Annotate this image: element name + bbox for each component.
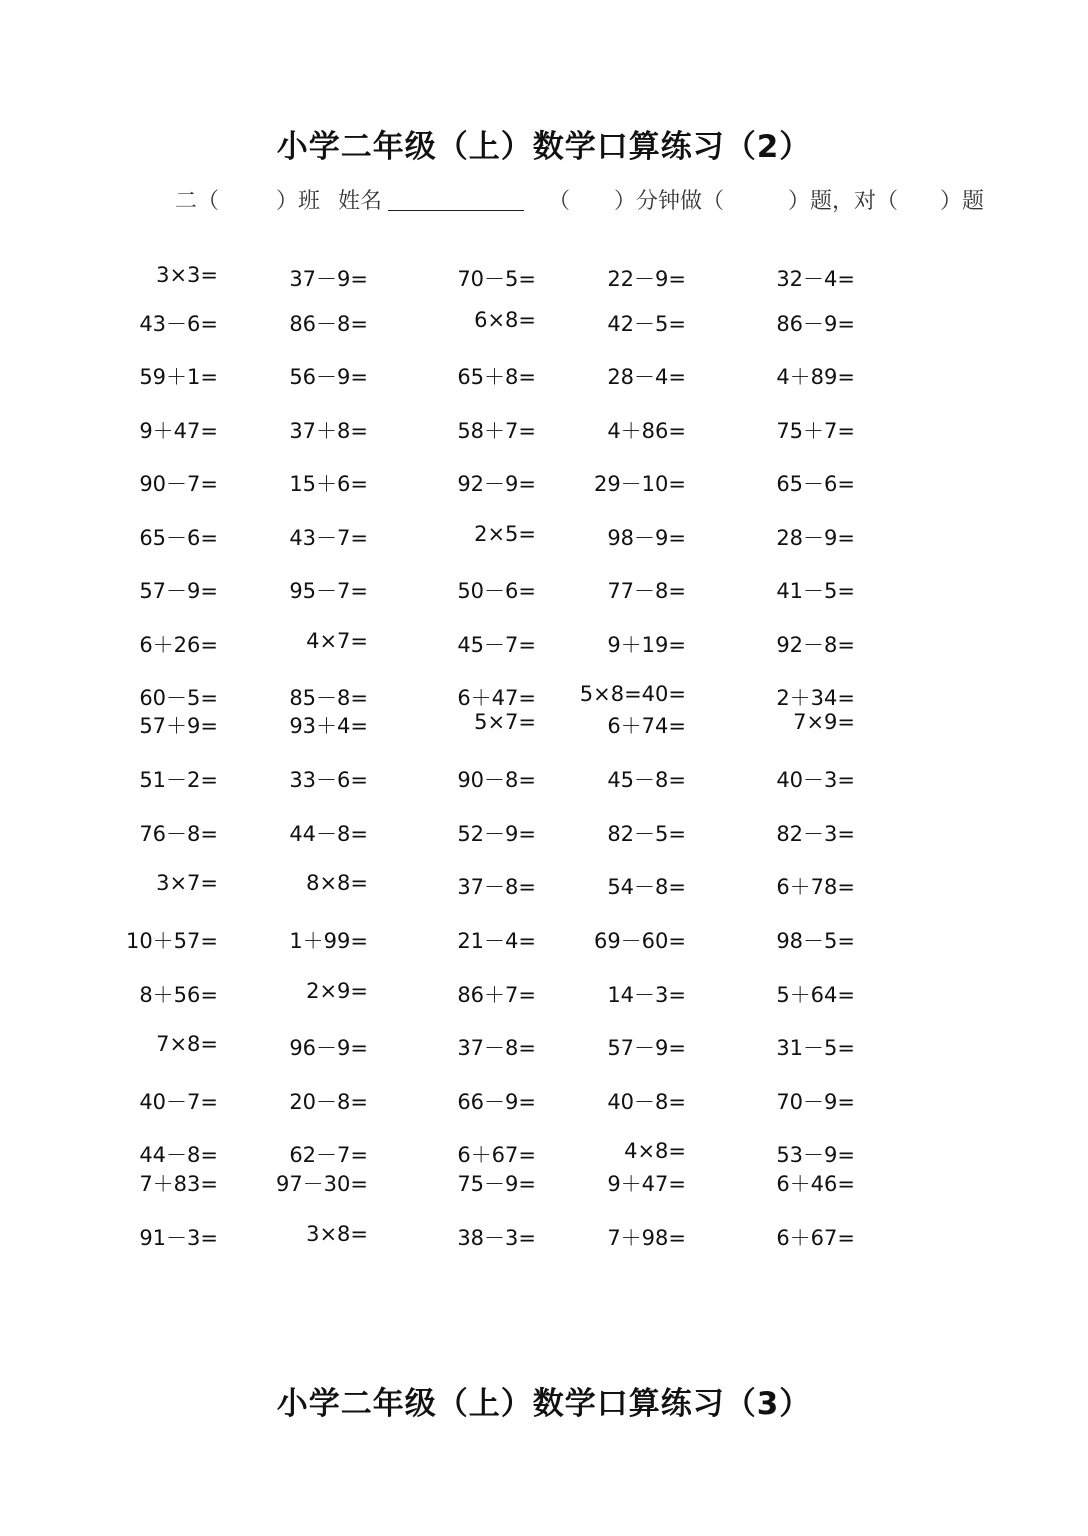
arithmetic-problem: 50－6= [457, 579, 536, 603]
arithmetic-problem: 44－8= [289, 822, 368, 846]
arithmetic-problem: 93＋4= [289, 714, 368, 738]
arithmetic-problem: 70－9= [776, 1090, 855, 1114]
problem-row [0, 263, 1088, 293]
arithmetic-problem: 3×7= [156, 871, 218, 895]
arithmetic-problem: 1＋99= [289, 929, 368, 953]
arithmetic-problem: 4＋89= [776, 365, 855, 389]
class-suffix: ）班 [276, 189, 321, 214]
problem-row [0, 415, 1088, 445]
arithmetic-problem: 41－5= [776, 579, 855, 603]
arithmetic-problem: 37－8= [457, 875, 536, 899]
arithmetic-problem: 33－6= [289, 768, 368, 792]
problem-row [0, 1222, 1088, 1252]
problem-row [0, 1086, 1088, 1116]
problem-row [0, 818, 1088, 848]
arithmetic-problem: 4×7= [306, 629, 368, 653]
arithmetic-problem: 37－9= [289, 267, 368, 291]
arithmetic-problem: 2×9= [306, 979, 368, 1003]
student-info-line [0, 184, 1088, 220]
arithmetic-problem: 42－5= [607, 312, 686, 336]
arithmetic-problem: 6＋78= [776, 875, 855, 899]
arithmetic-problem: 4＋86= [607, 419, 686, 443]
arithmetic-problem: 7＋98= [607, 1226, 686, 1250]
arithmetic-problem: 92－8= [776, 633, 855, 657]
problem-row [0, 925, 1088, 955]
arithmetic-problem: 32－4= [776, 267, 855, 291]
arithmetic-problem: 60－5= [139, 686, 218, 710]
arithmetic-problem: 44－8= [139, 1143, 218, 1167]
arithmetic-problem: 28－9= [776, 526, 855, 550]
problem-row [0, 871, 1088, 901]
arithmetic-problem: 65－6= [776, 472, 855, 496]
problem-row [0, 1139, 1088, 1169]
name-blank-line [388, 210, 524, 211]
problem-row [0, 468, 1088, 498]
arithmetic-problem: 91－3= [139, 1226, 218, 1250]
arithmetic-problem: 69－60= [593, 929, 686, 953]
arithmetic-problem: 92－9= [457, 472, 536, 496]
problem-row [0, 682, 1088, 712]
questions-suffix: ）题，对（ [788, 189, 899, 214]
arithmetic-problem: 20－8= [289, 1090, 368, 1114]
arithmetic-problem: 10＋57= [125, 929, 218, 953]
problem-row [0, 308, 1088, 338]
arithmetic-problem: 6＋46= [776, 1172, 855, 1196]
arithmetic-problem: 45－8= [607, 768, 686, 792]
arithmetic-problem: 7×8= [156, 1032, 218, 1056]
arithmetic-problem: 65＋8= [457, 365, 536, 389]
arithmetic-problem: 76－8= [139, 822, 218, 846]
problem-row [0, 1032, 1088, 1062]
arithmetic-problem: 3×8= [306, 1222, 368, 1246]
correct-suffix: ）题 [940, 189, 985, 214]
arithmetic-problem: 37＋8= [289, 419, 368, 443]
arithmetic-problem: 59＋1= [139, 365, 218, 389]
arithmetic-problem: 70－5= [457, 267, 536, 291]
arithmetic-problem: 57－9= [139, 579, 218, 603]
arithmetic-problem: 29－10= [593, 472, 686, 496]
arithmetic-problem: 62－7= [289, 1143, 368, 1167]
next-worksheet-title: 小学二年级（上）数学口算练习（3） [276, 1386, 812, 1422]
arithmetic-problem: 75－9= [457, 1172, 536, 1196]
time-suffix: ）分钟做（ [614, 189, 725, 214]
arithmetic-problem: 15＋6= [289, 472, 368, 496]
arithmetic-problem: 90－8= [457, 768, 536, 792]
arithmetic-problem: 58＋7= [457, 419, 536, 443]
arithmetic-problem: 9＋47= [139, 419, 218, 443]
arithmetic-problem: 5×8=40= [579, 682, 686, 706]
arithmetic-problem: 2×5= [474, 522, 536, 546]
arithmetic-problem: 97－30= [275, 1172, 368, 1196]
arithmetic-problem: 86＋7= [457, 983, 536, 1007]
arithmetic-problem: 98－9= [607, 526, 686, 550]
arithmetic-problem: 66－9= [457, 1090, 536, 1114]
arithmetic-problem: 85－8= [289, 686, 368, 710]
arithmetic-problem: 96－9= [289, 1036, 368, 1060]
problem-row [0, 710, 1088, 740]
arithmetic-problem: 57－9= [607, 1036, 686, 1060]
arithmetic-problem: 6＋74= [607, 714, 686, 738]
arithmetic-problem: 86－8= [289, 312, 368, 336]
class-prefix: 二（ [175, 189, 220, 214]
arithmetic-problem: 6＋67= [457, 1143, 536, 1167]
arithmetic-problem: 40－7= [139, 1090, 218, 1114]
problem-row [0, 1168, 1088, 1198]
arithmetic-problem: 5＋64= [776, 983, 855, 1007]
arithmetic-problem: 82－3= [776, 822, 855, 846]
arithmetic-problem: 40－3= [776, 768, 855, 792]
arithmetic-problem: 9＋19= [607, 633, 686, 657]
arithmetic-problem: 98－5= [776, 929, 855, 953]
arithmetic-problem: 77－8= [607, 579, 686, 603]
arithmetic-problem: 6＋47= [457, 686, 536, 710]
arithmetic-problem: 37－8= [457, 1036, 536, 1060]
arithmetic-problem: 7×9= [793, 710, 855, 734]
arithmetic-problem: 21－4= [457, 929, 536, 953]
arithmetic-problem: 45－7= [457, 633, 536, 657]
arithmetic-problem: 43－6= [139, 312, 218, 336]
arithmetic-problem: 75＋7= [776, 419, 855, 443]
arithmetic-problem: 3×3= [156, 263, 218, 287]
problem-row [0, 522, 1088, 552]
arithmetic-problem: 56－9= [289, 365, 368, 389]
arithmetic-problem: 65－6= [139, 526, 218, 550]
arithmetic-problem: 82－5= [607, 822, 686, 846]
time-open-paren: （ [548, 189, 571, 214]
arithmetic-problem: 95－7= [289, 579, 368, 603]
arithmetic-problem: 8＋56= [139, 983, 218, 1007]
arithmetic-problem: 51－2= [139, 768, 218, 792]
arithmetic-problem: 53－9= [776, 1143, 855, 1167]
arithmetic-problem: 40－8= [607, 1090, 686, 1114]
arithmetic-problem: 14－3= [607, 983, 686, 1007]
arithmetic-problem: 43－7= [289, 526, 368, 550]
arithmetic-problem: 6＋67= [776, 1226, 855, 1250]
arithmetic-problem: 8×8= [306, 871, 368, 895]
problem-row [0, 979, 1088, 1009]
arithmetic-problem: 7＋83= [139, 1172, 218, 1196]
arithmetic-problem: 38－3= [457, 1226, 536, 1250]
arithmetic-problem: 28－4= [607, 365, 686, 389]
arithmetic-problem: 52－9= [457, 822, 536, 846]
problem-row [0, 629, 1088, 659]
name-label: 姓名 [338, 189, 383, 214]
arithmetic-problem: 4×8= [624, 1139, 686, 1163]
problem-row [0, 575, 1088, 605]
arithmetic-problem: 5×7= [474, 710, 536, 734]
problem-row [0, 361, 1088, 391]
arithmetic-problem: 54－8= [607, 875, 686, 899]
arithmetic-problem: 22－9= [607, 267, 686, 291]
arithmetic-problem: 6＋26= [139, 633, 218, 657]
arithmetic-problem: 57＋9= [139, 714, 218, 738]
arithmetic-problem: 90－7= [139, 472, 218, 496]
arithmetic-problem: 2＋34= [776, 686, 855, 710]
problem-row [0, 764, 1088, 794]
arithmetic-problem: 9＋47= [607, 1172, 686, 1196]
worksheet-title: 小学二年级（上）数学口算练习（2） [276, 129, 812, 165]
arithmetic-problem: 6×8= [474, 308, 536, 332]
arithmetic-problem: 86－9= [776, 312, 855, 336]
arithmetic-problem: 31－5= [776, 1036, 855, 1060]
